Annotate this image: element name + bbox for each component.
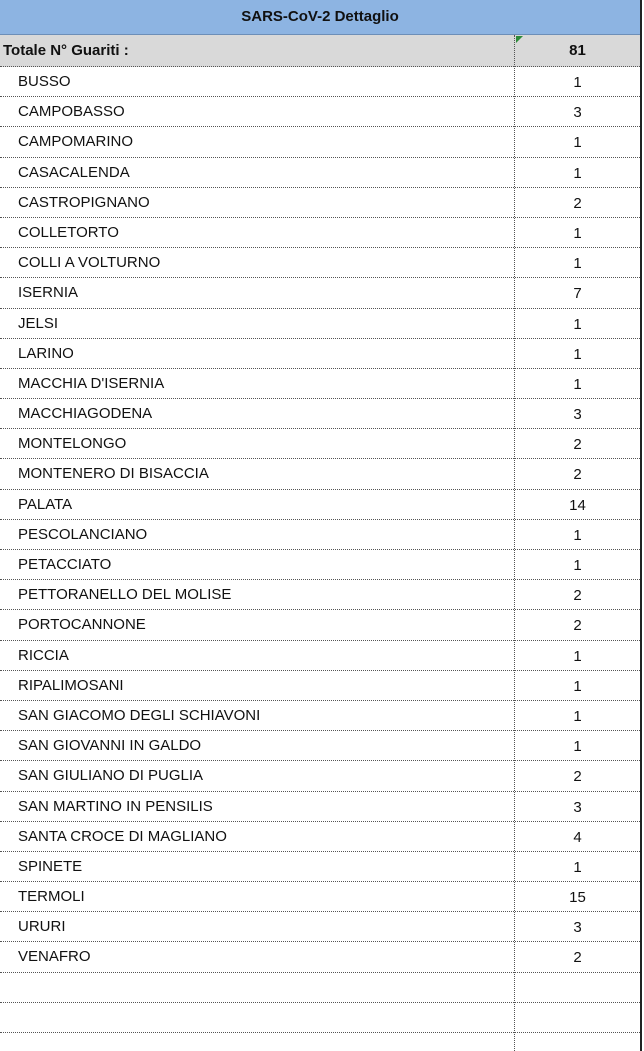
table-row[interactable] — [0, 1003, 640, 1033]
recovered-count: 2 — [573, 194, 582, 212]
municipality-name: JELSI — [18, 314, 59, 332]
recovered-count: 1 — [573, 677, 582, 695]
table-row[interactable] — [0, 339, 640, 369]
municipality-name: SPINETE — [18, 857, 83, 875]
recovered-count: 3 — [573, 919, 582, 937]
recovered-count: 1 — [573, 224, 582, 242]
table-row[interactable] — [0, 309, 640, 339]
recovered-count: 3 — [573, 104, 582, 122]
recovered-count: 14 — [569, 496, 586, 514]
sheet-title: SARS-CoV-2 Dettaglio — [0, 0, 640, 35]
municipality-name: SAN MARTINO IN PENSILIS — [18, 797, 213, 815]
recovered-count: 1 — [573, 526, 582, 544]
table-row[interactable] — [0, 580, 640, 610]
recovered-count: 1 — [573, 557, 582, 574]
recovered-count: 2 — [573, 466, 582, 484]
municipality-name: MONTELONGO — [18, 435, 127, 453]
table-row[interactable] — [0, 188, 640, 218]
table-row[interactable] — [0, 490, 640, 520]
municipality-name: SANTA CROCE DI MAGLIANO — [18, 827, 227, 845]
table-row[interactable] — [0, 942, 640, 972]
recovered-count: 1 — [573, 738, 582, 756]
recovered-count: 1 — [573, 375, 582, 393]
recovered-count: 1 — [573, 345, 582, 363]
municipality-name: CASTROPIGNANO — [18, 193, 150, 211]
municipality-name: MACCHIA D'ISERNIA — [18, 374, 165, 392]
municipality-name: RIPALIMOSANI — [18, 676, 124, 694]
table-row[interactable] — [0, 158, 640, 188]
recovered-count: 1 — [573, 74, 582, 91]
recovered-count: 1 — [573, 707, 582, 725]
table-row[interactable] — [0, 278, 640, 308]
municipality-name: BUSSO — [18, 73, 71, 90]
recovered-count: 1 — [573, 647, 582, 665]
municipality-name: CASACALENDA — [18, 163, 130, 181]
municipality-name: CAMPOMARINO — [18, 133, 134, 151]
table-row[interactable] — [0, 459, 640, 489]
rows-container — [0, 67, 640, 1033]
table-row[interactable] — [0, 248, 640, 278]
table-row[interactable] — [0, 761, 640, 791]
recovered-count: 1 — [573, 134, 582, 152]
table-row[interactable] — [0, 67, 640, 97]
recovered-count: 3 — [573, 798, 582, 816]
table-row[interactable] — [0, 731, 640, 761]
recovered-count: 1 — [573, 164, 582, 182]
table-row[interactable] — [0, 792, 640, 822]
recovered-count: 2 — [573, 949, 582, 967]
municipality-name: COLLI A VOLTURNO — [18, 254, 161, 272]
recovered-count: 1 — [573, 858, 582, 876]
table-row[interactable] — [0, 852, 640, 882]
municipality-name: URURI — [18, 918, 66, 936]
table-row[interactable] — [0, 822, 640, 852]
table-row[interactable] — [0, 399, 640, 429]
table-row[interactable] — [0, 550, 640, 580]
recovered-count: 2 — [573, 587, 582, 605]
municipality-name: PETTORANELLO DEL MOLISE — [18, 586, 232, 604]
municipality-name: SAN GIULIANO DI PUGLIA — [18, 767, 204, 785]
recovered-count: 7 — [573, 285, 582, 303]
table-row[interactable] — [0, 97, 640, 127]
municipality-name: PETACCIATO — [18, 556, 112, 573]
table-row[interactable] — [0, 641, 640, 671]
municipality-name: TERMOLI — [18, 888, 85, 906]
table-row[interactable] — [0, 429, 640, 459]
municipality-name: MONTENERO DI BISACCIA — [18, 465, 209, 483]
table-row[interactable] — [0, 610, 640, 640]
recovered-count: 2 — [573, 768, 582, 786]
table-row[interactable] — [0, 520, 640, 550]
total-value: 81 — [569, 42, 586, 59]
municipality-name: RICCIA — [18, 646, 69, 664]
table-row[interactable] — [0, 671, 640, 701]
municipality-name: PESCOLANCIANO — [18, 525, 148, 543]
recovered-count: 2 — [573, 436, 582, 454]
table-row[interactable] — [0, 218, 640, 248]
table-row[interactable] — [0, 127, 640, 157]
table-row[interactable] — [0, 369, 640, 399]
table-row[interactable] — [0, 912, 640, 942]
table-row[interactable] — [0, 701, 640, 731]
table-row[interactable] — [0, 973, 640, 1003]
municipality-name: ISERNIA — [18, 284, 79, 302]
total-row[interactable] — [0, 35, 640, 67]
municipality-name: SAN GIOVANNI IN GALDO — [18, 737, 202, 755]
municipality-name: LARINO — [18, 344, 74, 362]
municipality-name: MACCHIAGODENA — [18, 405, 153, 423]
municipality-name: PORTOCANNONE — [18, 616, 146, 634]
recovered-count: 15 — [569, 889, 586, 907]
municipality-name: CAMPOBASSO — [18, 103, 125, 121]
table-row[interactable] — [0, 882, 640, 912]
recovered-count: 3 — [573, 406, 582, 424]
municipality-name: PALATA — [18, 495, 73, 513]
total-label: Totale N° Guariti : — [3, 42, 129, 59]
recovered-count: 1 — [573, 255, 582, 273]
recovered-count: 2 — [573, 617, 582, 635]
municipality-name: COLLETORTO — [18, 223, 119, 241]
municipality-name: SAN GIACOMO DEGLI SCHIAVONI — [18, 706, 261, 724]
recovered-count: 4 — [573, 828, 582, 846]
recovered-count: 1 — [573, 315, 582, 333]
municipality-name: VENAFRO — [18, 948, 91, 966]
